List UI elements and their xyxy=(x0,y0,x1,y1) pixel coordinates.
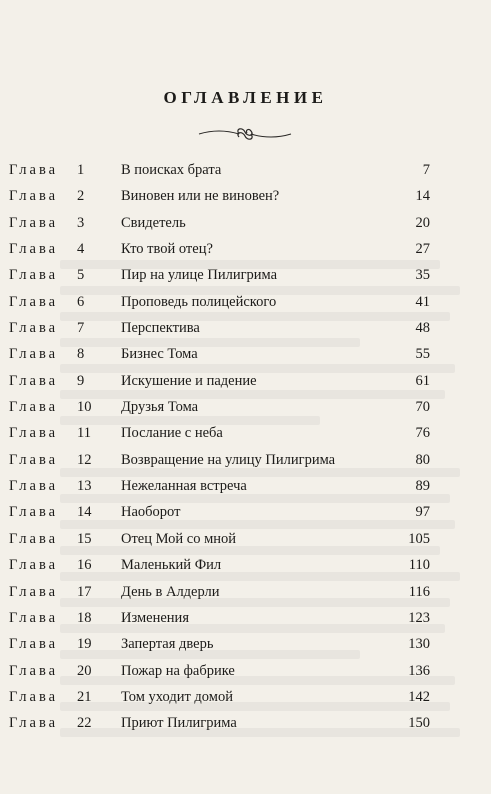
page-number: 123 xyxy=(408,609,430,626)
chapter-title: Виновен или не виновен? xyxy=(121,188,280,205)
chapter-number: 16 xyxy=(77,557,92,574)
chapter-label: Глава xyxy=(9,399,59,416)
toc-entry[interactable] xyxy=(0,395,491,421)
chapter-label: Глава xyxy=(9,557,59,574)
toc-entry[interactable] xyxy=(0,211,491,237)
chapter-number: 20 xyxy=(77,662,92,679)
chapter-label: Глава xyxy=(9,162,59,178)
chapter-number: 5 xyxy=(77,267,85,284)
chapter-title: Свидетель xyxy=(121,214,186,231)
chapter-title: Перспектива xyxy=(121,320,200,337)
chapter-number: 22 xyxy=(77,715,92,732)
chapter-label: Глава xyxy=(9,372,59,389)
flourish-ornament-icon xyxy=(195,124,295,144)
chapter-number: 11 xyxy=(77,425,91,442)
chapter-title: Отец Мой со мной xyxy=(121,530,237,547)
toc-entry[interactable] xyxy=(0,606,491,632)
toc-entry[interactable] xyxy=(0,184,491,210)
toc-entry[interactable] xyxy=(0,421,491,447)
page-number: 55 xyxy=(415,346,430,363)
chapter-title: Пожар на фабрике xyxy=(121,662,235,679)
page-number: 41 xyxy=(415,293,430,310)
chapter-label: Глава xyxy=(9,451,59,468)
chapter-title: Том уходит домой xyxy=(121,688,233,705)
page-number: 35 xyxy=(415,267,430,284)
toc-entry[interactable] xyxy=(0,263,491,289)
chapter-title: Проповедь полицейского xyxy=(121,293,277,310)
chapter-number: 4 xyxy=(77,241,85,258)
toc-entry[interactable] xyxy=(0,237,491,263)
page-number: 142 xyxy=(408,688,430,705)
toc-entry[interactable] xyxy=(0,553,491,579)
chapter-label: Глава xyxy=(9,662,59,679)
page-number: 61 xyxy=(415,372,430,389)
chapter-number: 6 xyxy=(77,293,85,310)
chapter-title: Наоборот xyxy=(121,504,181,521)
chapter-label: Глава xyxy=(9,214,59,231)
chapter-label: Глава xyxy=(9,425,59,442)
page-number: 130 xyxy=(408,636,430,653)
chapter-number: 13 xyxy=(77,478,92,495)
chapter-number: 18 xyxy=(77,609,92,626)
chapter-label: Глава xyxy=(9,504,59,521)
toc-entry[interactable] xyxy=(0,474,491,500)
chapter-title: Запертая дверь xyxy=(121,636,214,653)
page-number: 136 xyxy=(408,662,430,679)
chapter-number: 15 xyxy=(77,530,92,547)
chapter-title: Нежеланная встреча xyxy=(121,478,247,495)
toc-entry[interactable] xyxy=(0,342,491,368)
chapter-title: Изменения xyxy=(121,609,189,626)
toc-entry[interactable] xyxy=(0,500,491,526)
chapter-title: Искушение и падение xyxy=(121,372,257,389)
page-number: 70 xyxy=(415,399,430,416)
chapter-title: Кто твой отец? xyxy=(121,241,213,258)
toc-entry[interactable] xyxy=(0,632,491,658)
chapter-title: Бизнес Тома xyxy=(121,346,198,363)
chapter-title: Послание с неба xyxy=(121,425,223,442)
page-number: 105 xyxy=(408,530,430,547)
chapter-label: Глава xyxy=(9,583,59,600)
chapter-title: День в Алдерли xyxy=(121,583,220,600)
page-number: 150 xyxy=(408,715,430,732)
chapter-number: 12 xyxy=(77,451,92,468)
chapter-title: Приют Пилигрима xyxy=(121,715,237,732)
chapter-title: Пир на улице Пилигрима xyxy=(121,267,278,284)
chapter-number: 9 xyxy=(77,372,85,389)
chapter-number: 14 xyxy=(77,504,92,521)
toc-entry[interactable] xyxy=(0,369,491,395)
chapter-number: 3 xyxy=(77,214,85,231)
toc-entry[interactable] xyxy=(0,580,491,606)
chapter-label: Глава xyxy=(9,241,59,258)
toc-entry[interactable] xyxy=(0,158,491,184)
chapter-number: 17 xyxy=(77,583,92,600)
chapter-label: Глава xyxy=(9,636,59,653)
page-number: 116 xyxy=(408,583,430,600)
page-number: 89 xyxy=(415,478,430,495)
page-number: 76 xyxy=(415,425,430,442)
page-number: 7 xyxy=(422,162,430,178)
chapter-label: Глава xyxy=(9,609,59,626)
table-of-contents xyxy=(0,158,491,738)
page-number: 48 xyxy=(415,320,430,337)
chapter-title: Маленький Фил xyxy=(121,557,222,574)
chapter-number: 21 xyxy=(77,688,92,705)
chapter-label: Глава xyxy=(9,478,59,495)
chapter-label: Глава xyxy=(9,530,59,547)
toc-entry[interactable] xyxy=(0,711,491,737)
page-title: ОГЛАВЛЕНИЕ xyxy=(163,88,328,107)
chapter-label: Глава xyxy=(9,715,59,732)
page-number: 20 xyxy=(415,214,430,231)
chapter-label: Глава xyxy=(9,320,59,337)
chapter-number: 7 xyxy=(77,320,85,337)
toc-entry[interactable] xyxy=(0,659,491,685)
chapter-number: 2 xyxy=(77,188,85,205)
toc-entry[interactable] xyxy=(0,448,491,474)
chapter-number: 1 xyxy=(77,162,85,178)
toc-entry[interactable] xyxy=(0,527,491,553)
chapter-number: 10 xyxy=(77,399,92,416)
chapter-number: 8 xyxy=(77,346,85,363)
chapter-label: Глава xyxy=(9,346,59,363)
chapter-number: 19 xyxy=(77,636,92,653)
chapter-title: Друзья Тома xyxy=(121,399,199,416)
chapter-label: Глава xyxy=(9,267,59,284)
chapter-label: Глава xyxy=(9,188,59,205)
chapter-label: Глава xyxy=(9,293,59,310)
page-number: 110 xyxy=(408,557,430,574)
toc-entry[interactable] xyxy=(0,685,491,711)
toc-entry[interactable] xyxy=(0,316,491,342)
page-number: 80 xyxy=(415,451,430,468)
chapter-title: Возвращение на улицу Пилигрима xyxy=(121,451,336,468)
toc-entry[interactable] xyxy=(0,290,491,316)
page-number: 27 xyxy=(415,241,430,258)
chapter-label: Глава xyxy=(9,688,59,705)
page-number: 97 xyxy=(415,504,430,521)
chapter-title: В поисках брата xyxy=(121,162,222,178)
page-number: 14 xyxy=(415,188,430,205)
